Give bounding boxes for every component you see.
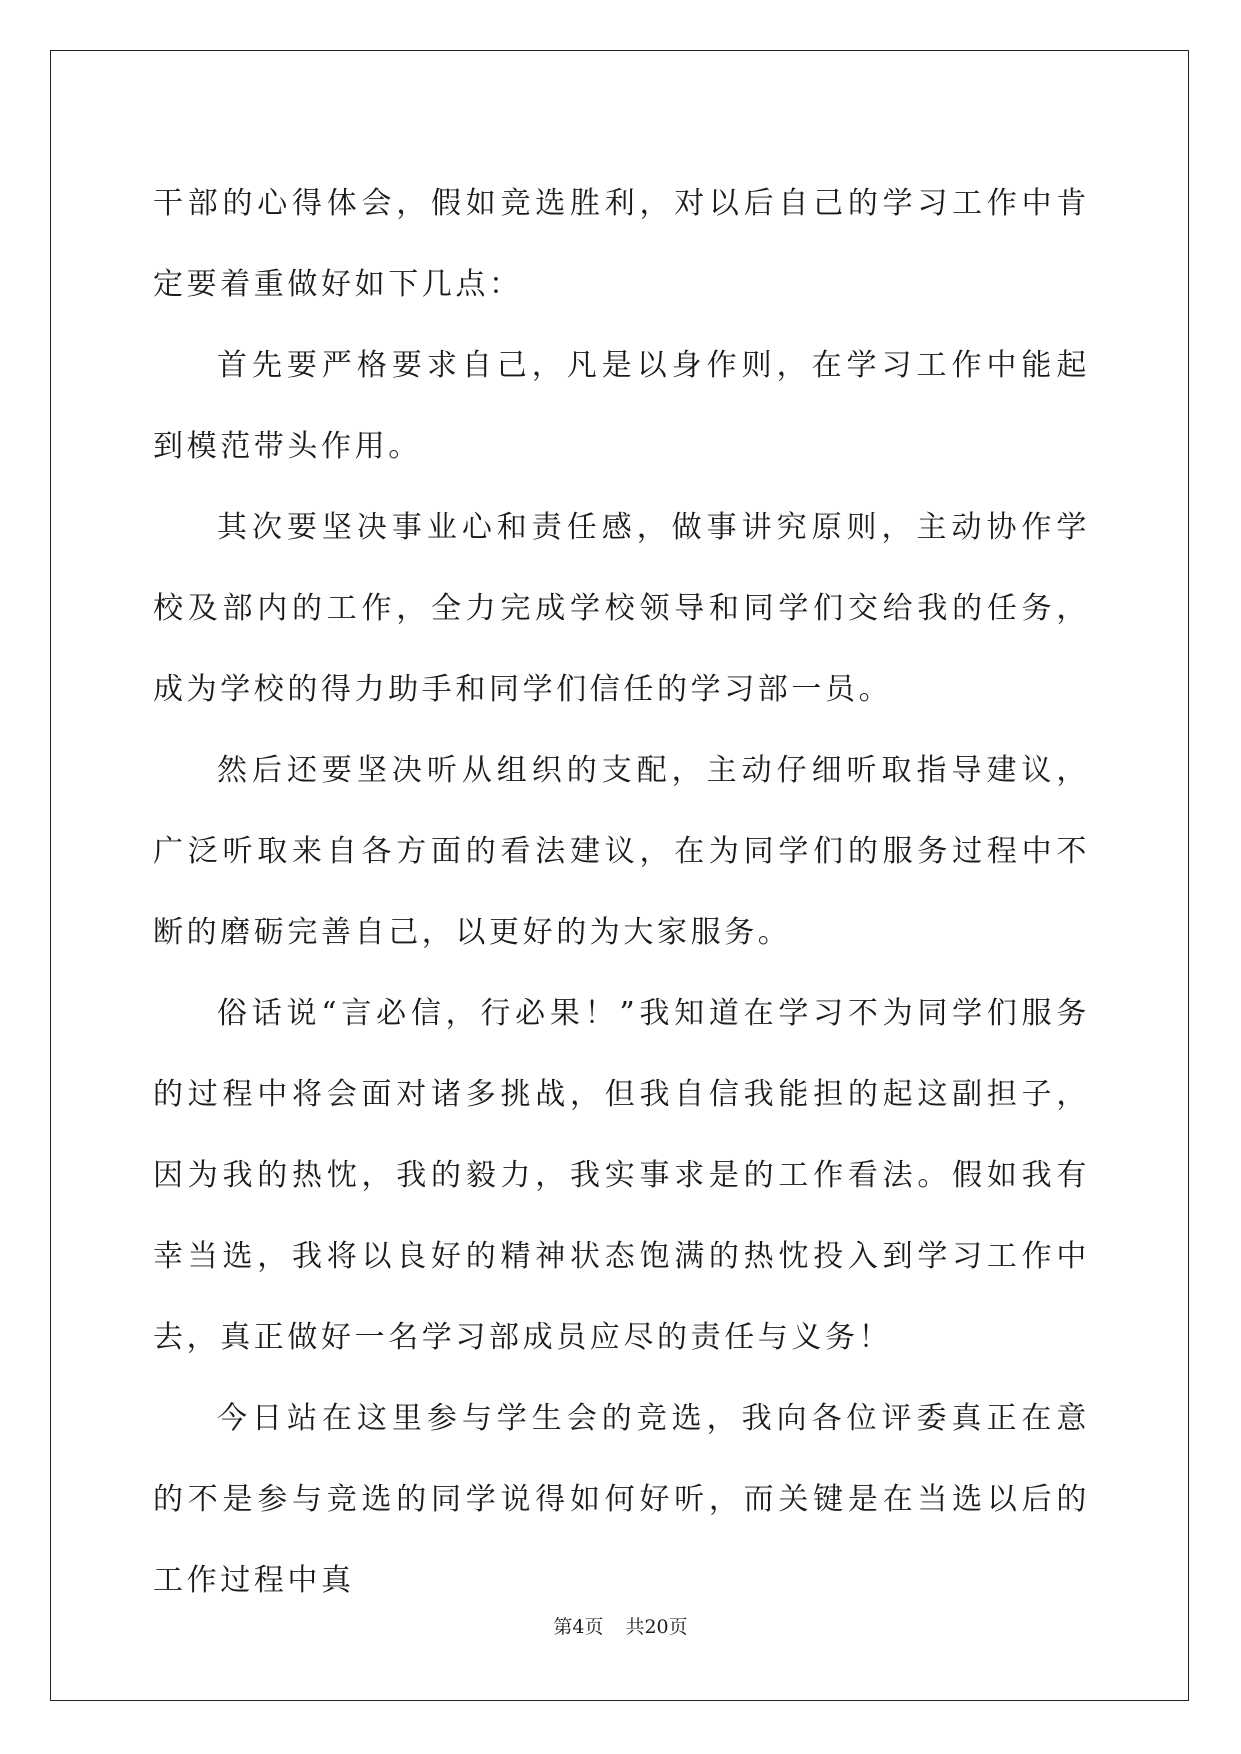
paragraph: 首先要严格要求自己，凡是以身作则，在学习工作中能起到模范带头作用。 [153, 348, 1090, 464]
paragraph: 今日站在这里参与学生会的竞选，我向各位评委真正在意的不是参与竞选的同学说得如何好听，而关键是在当选以后的工作过程中真 [153, 1401, 1090, 1598]
paragraph: 俗话说“言必信，行必果！”我知道在学习不为同学们服务的过程中将会面对诸多挑战，但我自信我能担的起这副担子，因为我的热忱，我的毅力，我实事求是的工作看法。假如我有幸当选，我将以良好的精神状态饱满的热忱投入到学习工作中去，真正做好一名学习部成员应尽的责任与义务！ [153, 996, 1090, 1355]
paragraph: 其次要坚决事业心和责任感，做事讲究原则，主动协作学校及部内的工作，全力完成学校领导和同学们交给我的任务，成为学校的得力助手和同学们信任的学习部一员。 [153, 510, 1090, 707]
page-footer [0, 1612, 1241, 1639]
page-number: 第4页 [553, 1616, 604, 1638]
document-body [153, 163, 1090, 1621]
page-total: 共20页 [625, 1616, 688, 1638]
paragraph: 干部的心得体会，假如竞选胜利，对以后自己的学习工作中肯定要着重做好如下几点： [153, 186, 1090, 302]
paragraph: 然后还要坚决听从组织的支配，主动仔细听取指导建议，广泛听取来自各方面的看法建议，在为同学们的服务过程中不断的磨砺完善自己，以更好的为大家服务。 [153, 753, 1090, 950]
